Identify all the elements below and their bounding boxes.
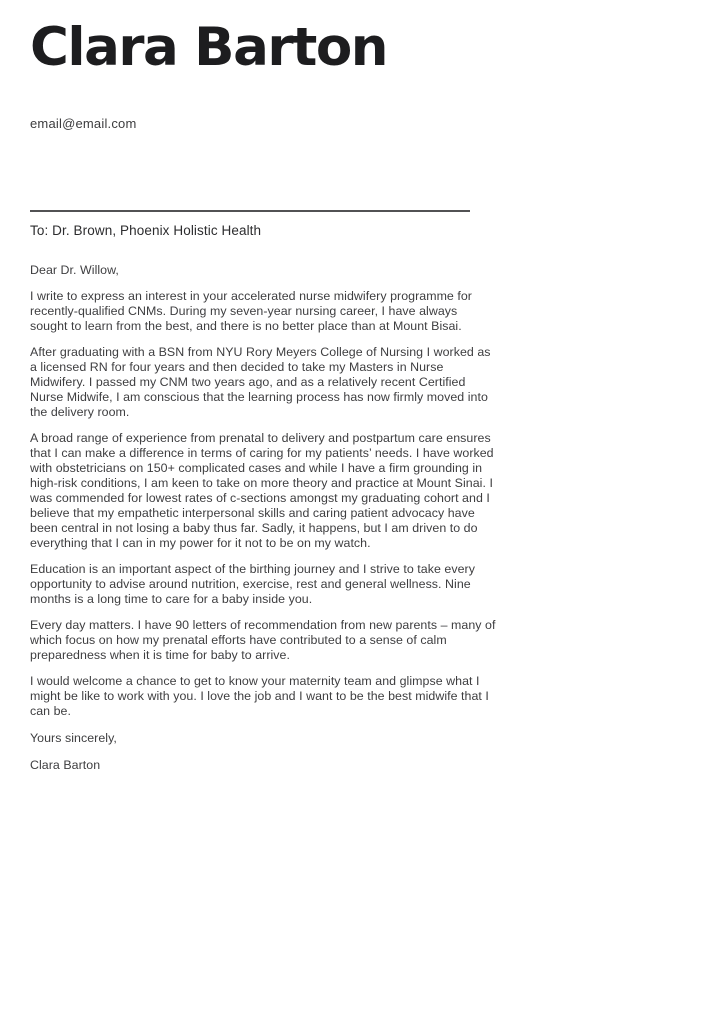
letter-paragraph: Every day matters. I have 90 letters of recommendation from new parents – many of which focus on how my prenatal efforts have contributed to a sense of calm preparedness when it is time for baby to arrive.: [30, 617, 496, 662]
salutation: Dear Dr. Willow,: [30, 262, 119, 277]
divider: [30, 210, 470, 212]
recipient-line: To: Dr. Brown, Phoenix Holistic Health: [30, 222, 262, 238]
letter-paragraph: Education is an important aspect of the birthing journey and I strive to take every opportunity to advise around nutrition, exercise, rest and general wellness. Nine months is a long time to care for a baby inside you.: [30, 561, 475, 606]
letter-paragraph: I would welcome a chance to get to know your maternity team and glimpse what I might be like to work with you. I love the job and I want to be the best midwife that I can be.: [30, 673, 489, 718]
letter-body: [30, 263, 496, 773]
letter-paragraph: I write to express an interest in your accelerated nurse midwifery programme for recently-qualified CNMs. During my seven-year nursing career, I have always sought to learn from the best, and there is no better place than at Mount Bisai.: [30, 288, 472, 333]
letter-paragraph: After graduating with a BSN from NYU Rory Meyers College of Nursing I worked as a licensed RN for four years and then decided to take my Masters in Nurse Midwifery. I passed my CNM two years ago, and as a relatively recent Certified Nurse Midwife, I am conscious that the learning process has now firmly moved into the delivery room.: [30, 344, 491, 419]
page-title: Clara Barton: [30, 17, 387, 78]
signature: Clara Barton: [30, 757, 101, 772]
email-text: email@email.com: [30, 115, 137, 131]
letter-paragraph: A broad range of experience from prenatal to delivery and postpartum care ensures that I can make a difference in terms of caring for my patients’ needs. I have worked with obstetricians on 150+ complicated cases and while I have a firm grounding in high-risk conditions, I am keen to take on more theory and practice at Mount Sinai. I was commended for lowest rates of c-sections amongst my graduating cohort and I believe that my empathetic interpersonal skills and caring patient advocacy have been central in not losing a baby thus far. Sadly, it happens, but I am driven to do everything that I can in my power for it not to be on my watch.: [30, 430, 494, 550]
closing: Yours sincerely,: [30, 730, 117, 745]
